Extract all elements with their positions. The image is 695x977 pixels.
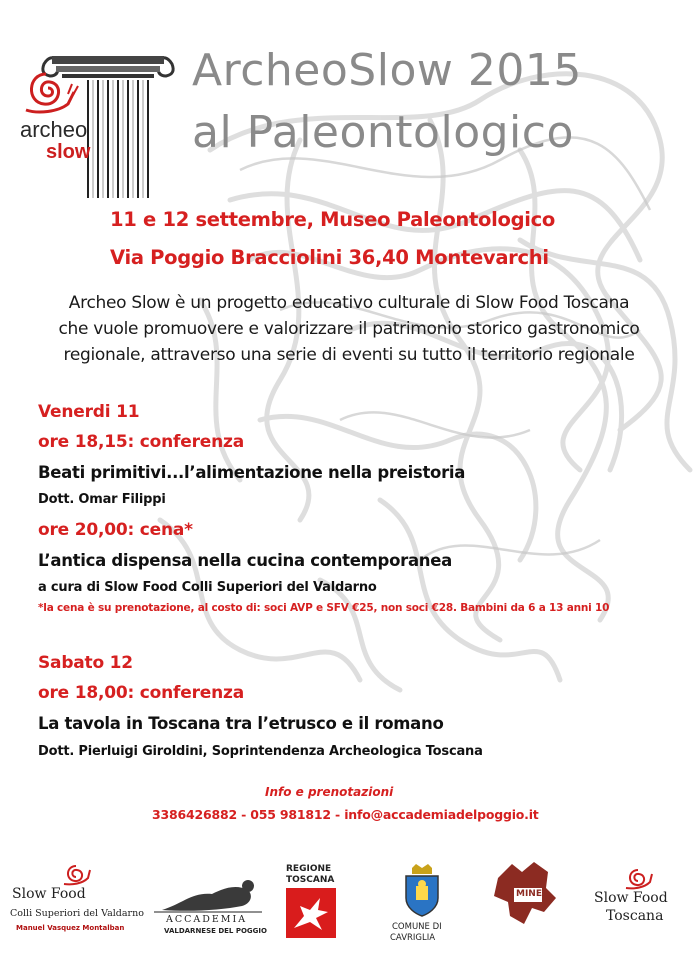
friday-speaker-1: Dott. Omar Filippi [38, 492, 166, 507]
intro-line-2: che vuole promuovere e valorizzare il patrimonio storico gastronomico [58, 319, 640, 339]
slowfood-colli-sub: Colli Superiori del Valdarno [10, 908, 144, 919]
pegasus-icon [286, 888, 336, 938]
mine-logo [488, 858, 560, 930]
logo-archeo-text: archeo [20, 117, 88, 142]
info-contacts: 3386426882 - 055 981812 - info@accademiadelpoggio.it [152, 807, 539, 822]
slowfood-toscana-sub: Toscana [606, 908, 664, 924]
friday-time-1: ore 18,15: conferenza [38, 432, 244, 452]
accademia-logo [152, 874, 267, 938]
friday-speaker-2: a cura di Slow Food Colli Superiori del Valdarno [38, 580, 377, 595]
friday-title-1: Beati primitivi...l’alimentazione nella preistoria [38, 463, 466, 482]
page-title [192, 40, 582, 164]
location-line-1: 11 e 12 settembre, Museo Paleontologico [110, 208, 555, 231]
saturday-day-label: Sabato 12 [38, 653, 133, 673]
location-line-2: Via Poggio Bracciolini 36,40 Montevarchi [110, 246, 549, 269]
regione-line-2: TOSCANA [286, 875, 335, 885]
slowfood-colli-name: Slow Food [12, 886, 86, 902]
friday-day-label: Venerdi 11 [38, 402, 140, 422]
title-line-1: ArcheoSlow 2015 [192, 45, 582, 96]
saturday-title-1: La tavola in Toscana tra l’etrusco e il romano [38, 714, 444, 733]
intro-line-3: regionale, attraverso una serie di eventi su tutto il territorio regionale [63, 345, 635, 365]
snail-icon [624, 866, 654, 890]
intro-paragraph [4, 290, 694, 368]
saturday-time-1: ore 18,00: conferenza [38, 683, 244, 703]
info-title: Info e prenotazioni [265, 785, 394, 799]
intro-line-1: Archeo Slow è un progetto educativo culturale di Slow Food Toscana [68, 293, 630, 313]
snail-spiral-icon [26, 74, 78, 112]
regione-toscana-logo [280, 864, 342, 940]
friday-dinner-note: *la cena è su prenotazione, al costo di: soci AVP e SFV €25, non soci €28. Bambini da 6 a 13 anni 10 [38, 602, 610, 614]
friday-time-2: ore 20,00: cena* [38, 520, 193, 540]
mine-label: MINE [516, 889, 542, 899]
regione-line-1: REGIONE [286, 864, 332, 874]
comune-cavriglia-logo [378, 864, 468, 944]
friday-title-2: L’antica dispensa nella cucina contemporanea [38, 551, 452, 570]
slowfood-colli-logo [4, 862, 144, 942]
comune-line-2: CAVRIGLIA [390, 933, 436, 943]
slowfood-toscana-name: Slow Food [594, 890, 668, 906]
saturday-speaker-1: Dott. Pierluigi Giroldini, Soprintendenza Archeologica Toscana [38, 744, 483, 759]
title-line-2: al Paleontologico [192, 107, 574, 158]
slowfood-colli-person: Manuel Vasquez Montalban [16, 924, 125, 932]
accademia-sub: VALDARNESE DEL POGGIO [164, 927, 267, 935]
logo-slow-text: slow [46, 141, 91, 163]
reclining-figure-icon [152, 874, 264, 914]
snail-icon [62, 862, 92, 886]
coat-of-arms-icon [402, 864, 442, 918]
slowfood-toscana-logo [588, 866, 688, 936]
comune-line-1: COMUNE DI [392, 922, 442, 932]
accademia-name: ACCADEMIA [166, 914, 248, 925]
